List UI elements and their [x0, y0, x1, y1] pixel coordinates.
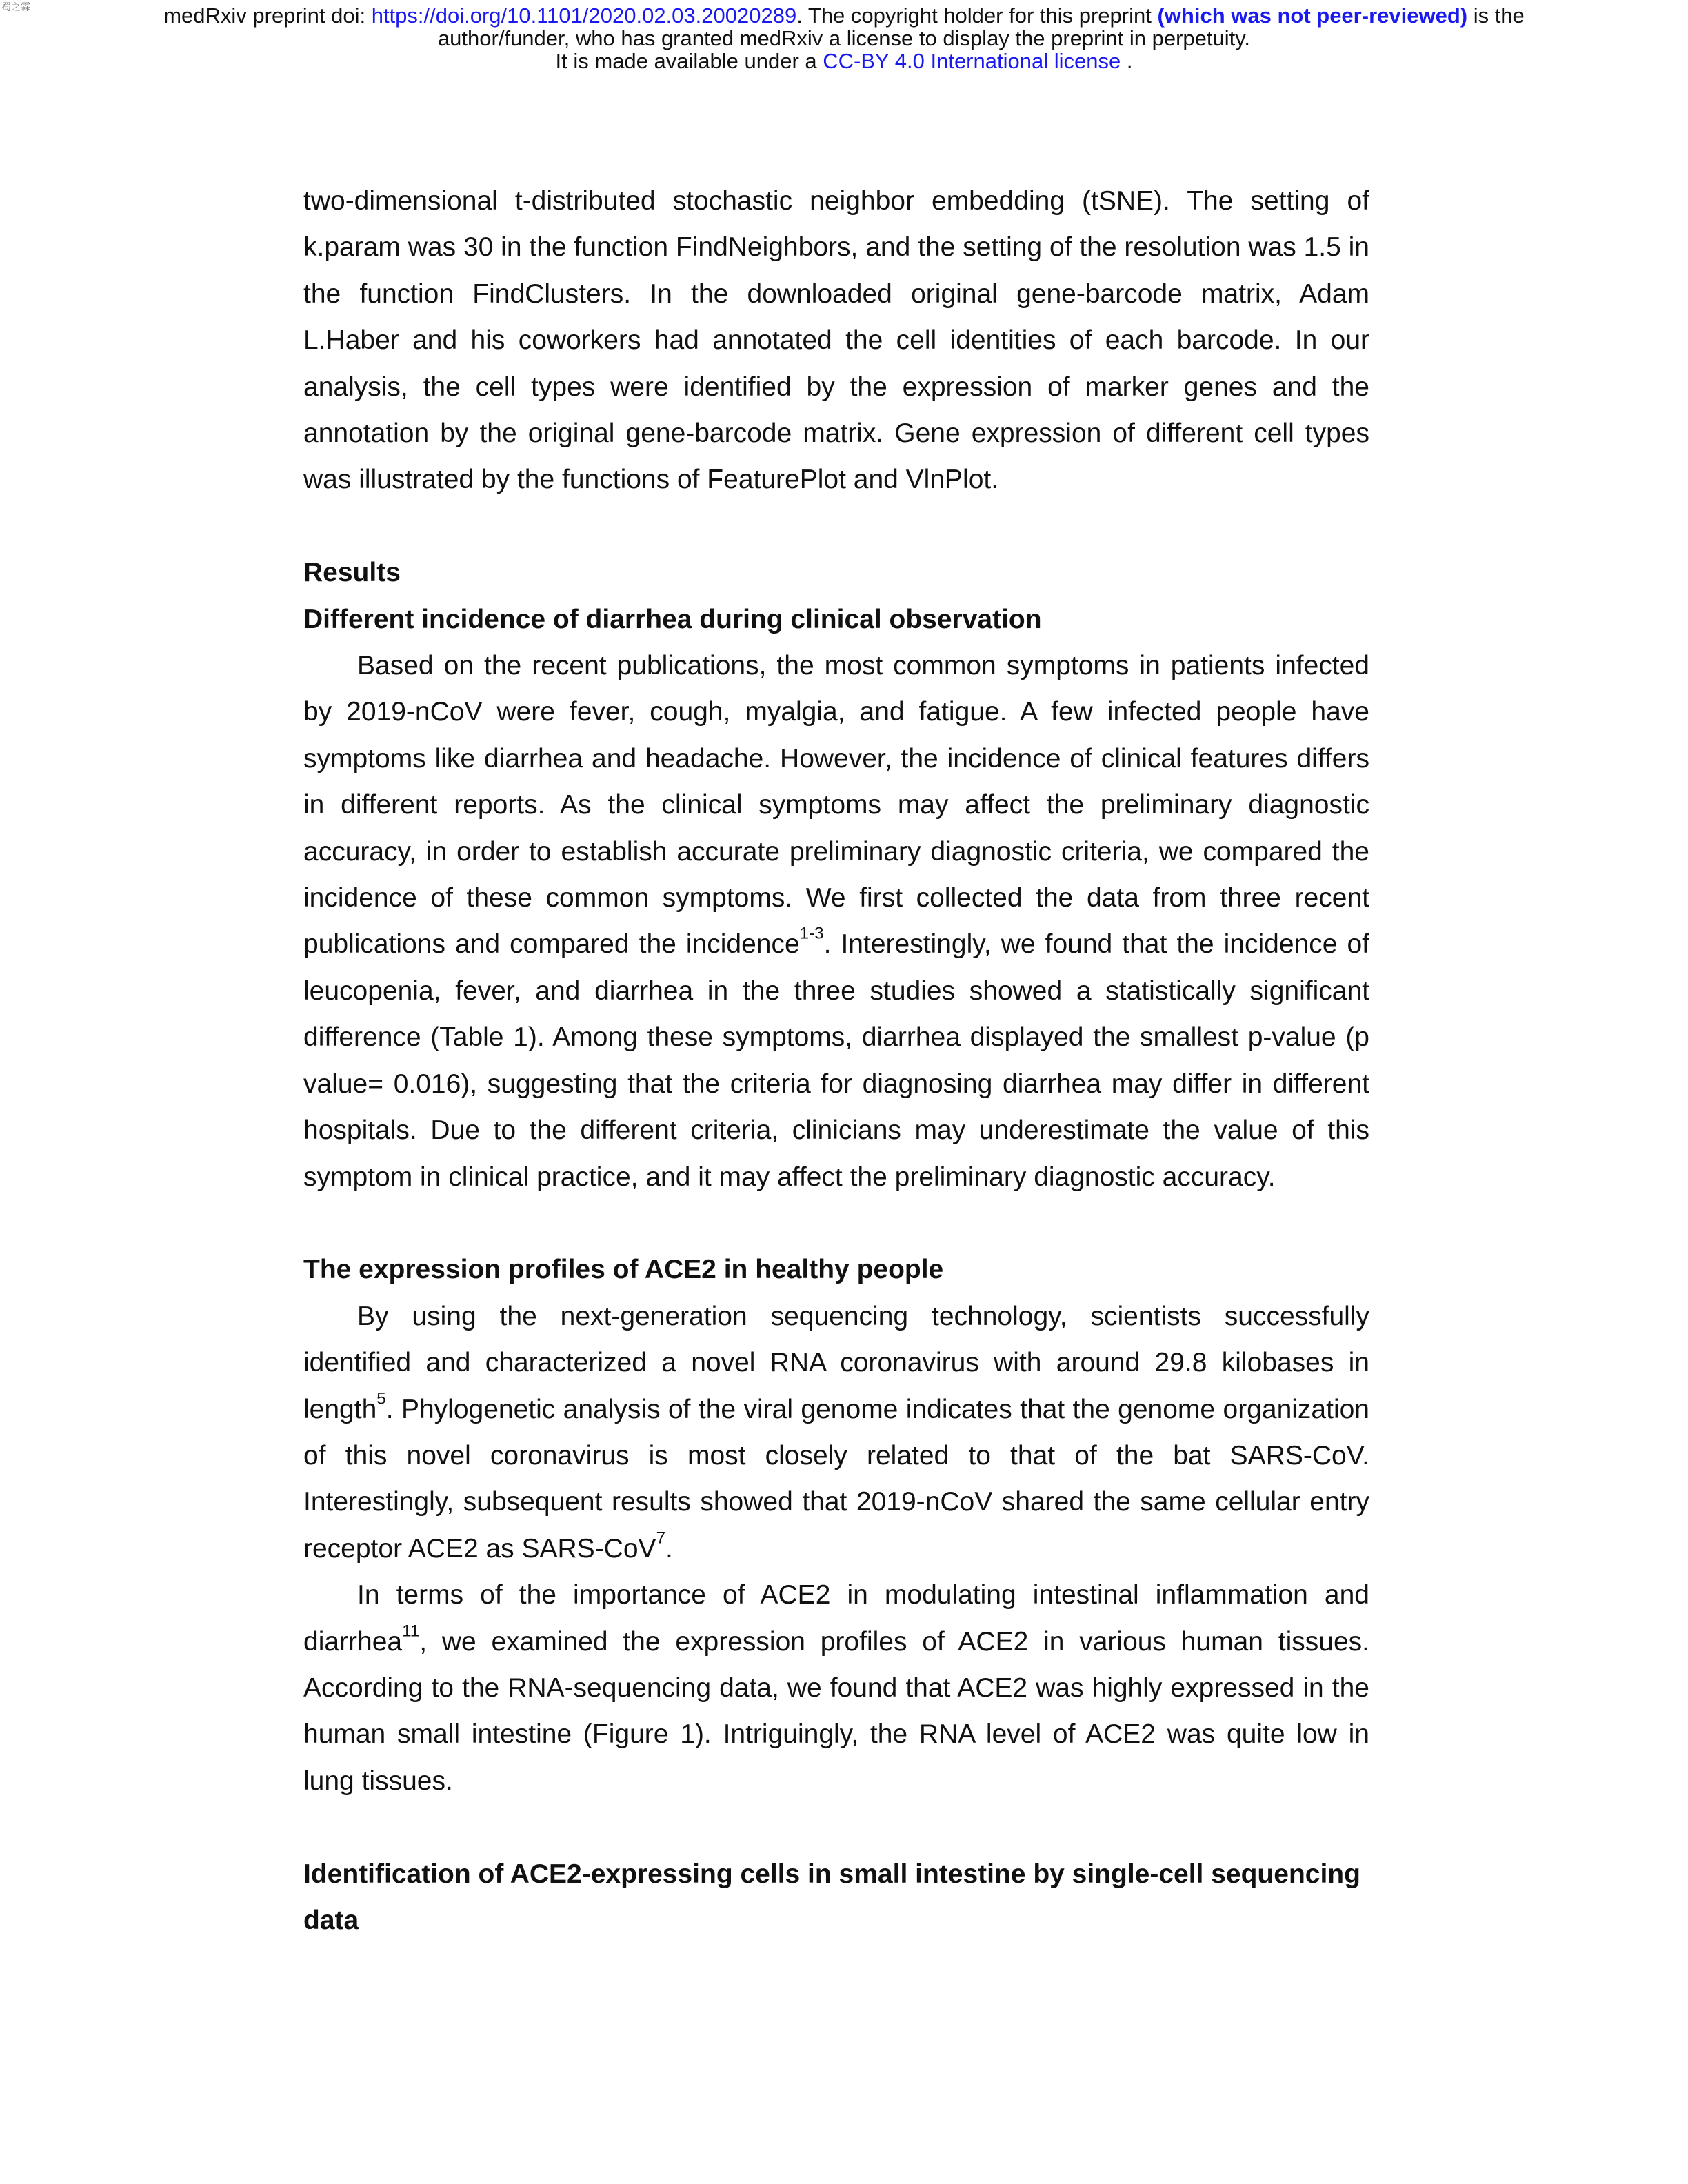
- banner-text: It is made available under a: [555, 49, 823, 73]
- banner-text: is the: [1467, 3, 1525, 28]
- banner-line-2: author/funder, who has granted medRxiv a license to display the preprint in perpetuity.: [437, 26, 1251, 50]
- preprint-banner: [0, 4, 1688, 72]
- paragraph-text: , we examined the expression profiles of ACE2 in various human tissues. According to the RNA-sequencing data, we found that ACE2 was highly expressed in the human small intestine (Figure 1). Intriguingly, the RNA level of ACE2 was quite low in lung tissues.: [303, 1626, 1369, 1796]
- diarrhea-incidence-paragraph: [303, 643, 1369, 1200]
- ace2-expression-paragraph-1: [303, 1293, 1369, 1572]
- results-heading: Results: [303, 558, 401, 588]
- citation: 7: [656, 1528, 666, 1548]
- paragraph-text: By using the next-generation sequencing technology, scientists successfully identified and characterized a novel RNA coronavirus with around 29.8 kilobases in length: [303, 1301, 1369, 1424]
- license-link[interactable]: CC-BY 4.0 International license: [823, 49, 1121, 73]
- section-title-ace2-cells: Identification of ACE2-expressing cells in small intestine by single-cell sequencing data: [303, 1859, 1360, 1935]
- citation: 5: [376, 1388, 386, 1408]
- spacer: [303, 1804, 1369, 1850]
- paragraph-text: In terms of the importance of ACE2 in modulating intestinal inflammation and diarrhea: [303, 1580, 1369, 1657]
- spacer: [303, 1200, 1369, 1246]
- banner-text: medRxiv preprint doi:: [163, 3, 372, 28]
- paragraph-text: .: [665, 1533, 673, 1564]
- paragraph-text: . Phylogenetic analysis of the viral genome indicates that the genome organization of this novel coronavirus is most closely related to that of the bat SARS-CoV. Interestingly, subsequent results showed that 2019-nCoV shared the same cellular entry receptor ACE2 as SARS-CoV: [303, 1394, 1369, 1564]
- banner-line-3: [0, 50, 1688, 72]
- section-title-ace2-expression: The expression profiles of ACE2 in healthy people: [303, 1255, 944, 1285]
- corner-mark: 蜀之霖: [1, 1, 30, 12]
- paragraph-text: Based on the recent publications, the most common symptoms in patients infected by 2019-nCoV were fever, cough, myalgia, and fatigue. A few infected people have symptoms like diarrhea and headache. However, the incidence of clinical features differs in different reports. As the clinical symptoms may affect the preliminary diagnostic accuracy, in order to establish accurate preliminary diagnostic criteria, we compared the incidence of these common symptoms. We first collected the data from three recent publications and compared the incidence: [303, 651, 1369, 960]
- banner-line-1: [0, 4, 1688, 27]
- methods-paragraph: two-dimensional t-distributed stochastic neighbor embedding (tSNE). The setting of k.param was 30 in the function FindNeighbors, and the setting of the resolution was 1.5 in the function FindClusters. In the downloaded original gene-barcode matrix, Adam L.Haber and his coworkers had annotated the cell identities of each barcode. In our analysis, the cell types were identified by the expression of marker genes and the annotation by the original gene-barcode matrix. Gene expression of different cell types was illustrated by the functions of FeaturePlot and VlnPlot.: [303, 186, 1369, 495]
- doi-link[interactable]: https://doi.org/10.1101/2020.02.03.20020289: [371, 3, 797, 28]
- peer-review-note: (which was not peer-reviewed): [1157, 3, 1468, 28]
- page-body: [303, 178, 1369, 1943]
- citation: 11: [402, 1621, 420, 1641]
- banner-text: .: [1121, 49, 1133, 73]
- spacer: [303, 503, 1369, 549]
- section-title-diarrhea-incidence: Different incidence of diarrhea during clinical observation: [303, 604, 1042, 634]
- citation: 1-3: [799, 924, 824, 943]
- paragraph-text: . Interestingly, we found that the incidence of leucopenia, fever, and diarrhea in the three studies showed a statistically significant difference (Table 1). Among these symptoms, diarrhea displayed the smallest p-value (p value= 0.016), suggesting that the criteria for diagnosing diarrhea may differ in different hospitals. Due to the different criteria, clinicians may underestimate the value of this symptom in clinical practice, and it may affect the preliminary diagnostic accuracy.: [303, 929, 1369, 1192]
- banner-text: . The copyright holder for this preprint: [796, 3, 1158, 28]
- ace2-expression-paragraph-2: [303, 1572, 1369, 1804]
